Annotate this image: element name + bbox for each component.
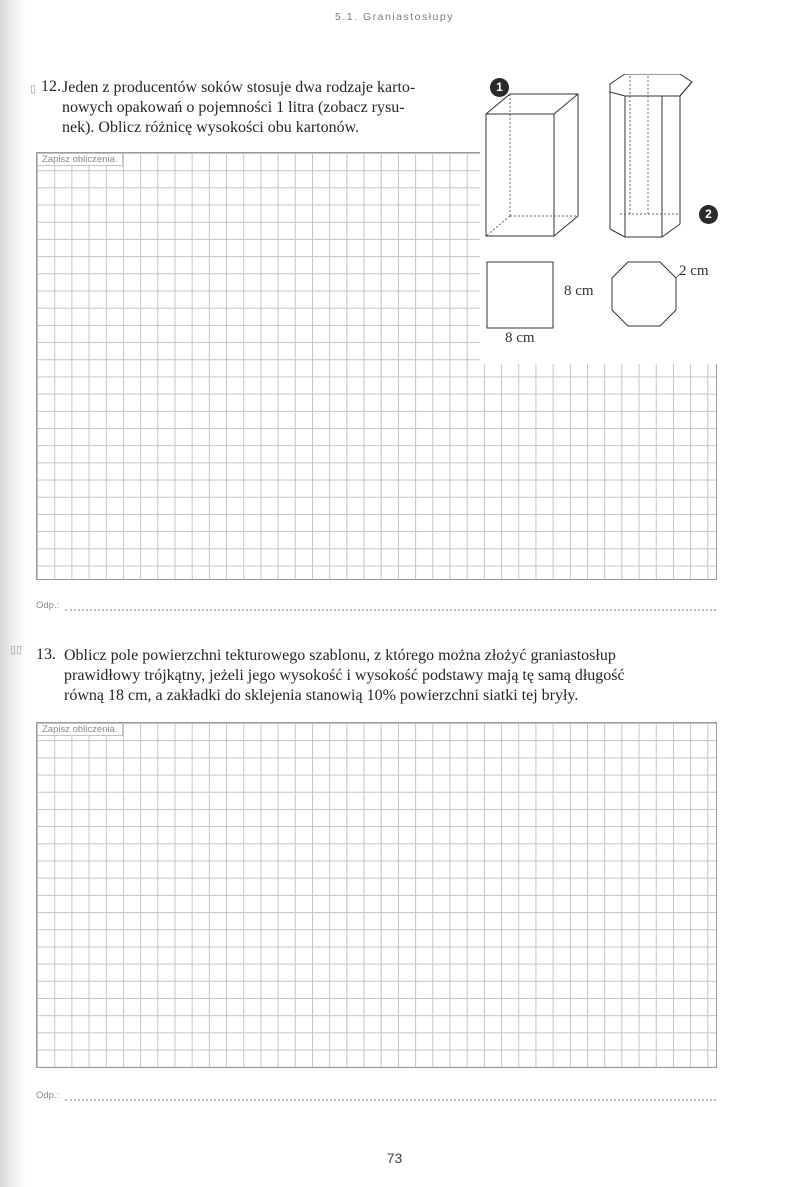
task-12-answer-line[interactable] bbox=[36, 600, 716, 611]
page-number: 73 bbox=[386, 1150, 403, 1166]
difficulty-marker: ▯ bbox=[30, 83, 37, 95]
octagon-corner-label: 2 cm bbox=[679, 263, 709, 279]
difficulty-marker: ▯▯ bbox=[10, 644, 23, 656]
grid-label: Zapisz obliczenia. bbox=[38, 724, 123, 736]
answer-dotted-line bbox=[65, 1093, 716, 1101]
carton-1-back-edges bbox=[486, 94, 578, 236]
octagon-base-view bbox=[612, 262, 676, 326]
square-base-view bbox=[487, 262, 553, 328]
answer-dotted-line bbox=[65, 603, 716, 611]
answer-label: Odp.: bbox=[36, 1090, 60, 1101]
octagon-width-label: 8 cm bbox=[564, 283, 594, 299]
task-12-line: nek). Oblicz różnicę wysokości obu kartonów. bbox=[62, 119, 360, 136]
carton-2-badge: 2 bbox=[699, 205, 718, 224]
task-12-line: nowych opakowań o pojemności 1 litra (zobacz rysu- bbox=[62, 99, 405, 116]
task-12-number: 12. bbox=[41, 78, 61, 95]
task-12-line: Jeden z producentów soków stosuje dwa rodzaje karto- bbox=[62, 79, 416, 96]
cartons-drawing bbox=[480, 74, 720, 364]
page-binding-shadow bbox=[0, 0, 26, 1187]
task-13-answer-line[interactable] bbox=[36, 1090, 716, 1101]
task-13-calculation-grid[interactable] bbox=[36, 722, 717, 1068]
task-12-figure bbox=[480, 74, 720, 364]
task-13-text bbox=[64, 646, 744, 706]
answer-label: Odp.: bbox=[36, 600, 60, 611]
task-12-text bbox=[62, 78, 462, 138]
grid-label: Zapisz obliczenia. bbox=[38, 154, 123, 166]
task-13-line: Oblicz pole powierzchni tekturowego szablonu, z którego można złożyć graniastosłup bbox=[64, 647, 616, 664]
task-13-line: równą 18 cm, a zakładki do sklejenia stanowią 10% powierzchni siatki tej bryły. bbox=[64, 687, 579, 704]
task-13-line: prawidłowy trójkątny, jeżeli jego wysokość i wysokość podstawy mają tę samą długość bbox=[64, 667, 625, 684]
section-header: 5.1. Graniastosłupy bbox=[335, 11, 454, 23]
carton-2-top bbox=[610, 74, 692, 96]
task-13-number: 13. bbox=[36, 646, 56, 663]
carton-1-badge: 1 bbox=[490, 78, 509, 97]
carton-1-front bbox=[486, 114, 554, 236]
square-side-label: 8 cm bbox=[505, 330, 535, 346]
